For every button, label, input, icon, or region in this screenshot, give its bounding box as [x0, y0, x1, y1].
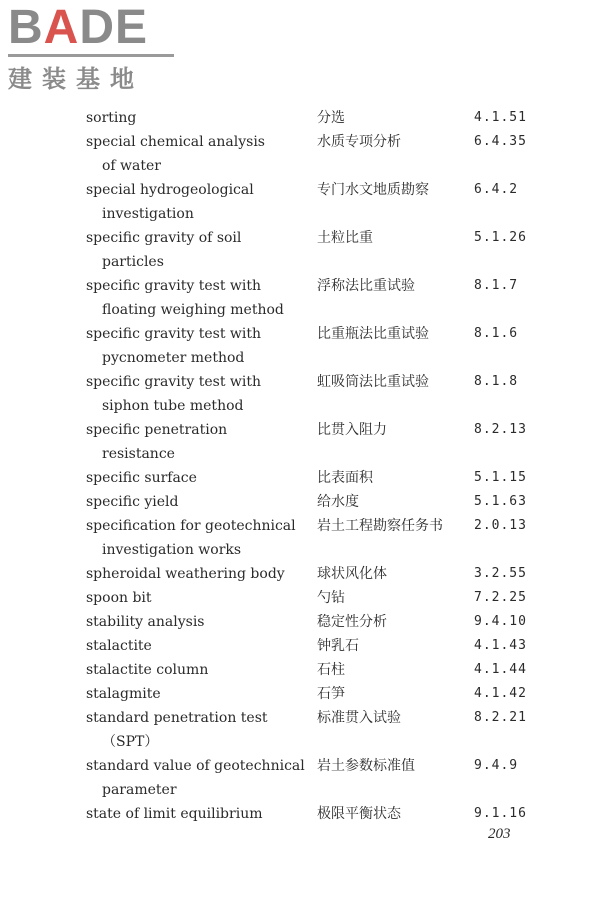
chinese-term: 极限平衡状态 [317, 806, 401, 822]
english-term-continuation: resistance [102, 446, 175, 462]
section-reference: 4.1.43 [474, 638, 527, 653]
english-term-line: stability analysis [86, 614, 205, 630]
english-term-line: standard penetration test [86, 710, 268, 726]
english-term-continuation: siphon tube method [102, 398, 244, 414]
section-reference: 8.1.6 [474, 326, 519, 341]
section-reference: 4.1.42 [474, 686, 527, 701]
chinese-term: 比重瓶法比重试验 [317, 326, 429, 342]
english-term [86, 754, 306, 802]
chinese-term: 比贯入阻力 [317, 422, 387, 438]
english-term [86, 586, 306, 610]
logo-wordmark: BADE [8, 1, 149, 54]
page-number: 203 [488, 826, 511, 842]
section-reference: 8.2.13 [474, 422, 527, 437]
english-term-line: specific gravity test with [86, 326, 262, 342]
english-term-line: specific gravity test with [86, 278, 262, 294]
glossary-entry [86, 754, 536, 802]
chinese-term: 稳定性分析 [317, 614, 387, 630]
glossary-entry [86, 586, 536, 610]
english-term [86, 634, 306, 658]
chinese-term: 比表面积 [317, 470, 373, 486]
english-term-line: state of limit equilibrium [86, 806, 263, 822]
english-term-line: specific yield [86, 494, 179, 510]
english-term [86, 178, 306, 226]
english-term-line: specific surface [86, 470, 197, 486]
section-reference: 3.2.55 [474, 566, 527, 581]
chinese-term: 土粒比重 [317, 230, 373, 246]
glossary-entry [86, 130, 536, 178]
english-term [86, 658, 306, 682]
bade-logo [8, 1, 178, 93]
chinese-term: 石柱 [317, 662, 345, 678]
section-reference: 5.1.15 [474, 470, 527, 485]
english-term-continuation: pycnometer method [102, 350, 245, 366]
glossary-entry [86, 226, 536, 274]
chinese-term: 虹吸筒法比重试验 [317, 374, 429, 390]
glossary-entry [86, 706, 536, 754]
english-term [86, 418, 306, 466]
english-term-line: special chemical analysis [86, 134, 265, 150]
glossary-entry [86, 370, 536, 418]
glossary-entry [86, 274, 536, 322]
english-term [86, 130, 306, 178]
glossary-entry [86, 562, 536, 586]
chinese-term: 给水度 [317, 494, 359, 510]
section-reference: 8.1.7 [474, 278, 519, 293]
glossary-entry [86, 634, 536, 658]
chinese-term: 球状风化体 [317, 566, 387, 582]
glossary-entry [86, 802, 536, 826]
english-term-continuation: parameter [102, 782, 177, 798]
english-term-line: spoon bit [86, 590, 152, 606]
english-term-line: stalagmite [86, 686, 161, 702]
glossary-entry [86, 106, 536, 130]
english-term-line: specific penetration [86, 422, 228, 438]
section-reference: 4.1.51 [474, 110, 527, 125]
chinese-term: 钟乳石 [317, 638, 359, 654]
section-reference: 8.1.8 [474, 374, 519, 389]
english-term [86, 370, 306, 418]
chinese-term: 岩土参数标准值 [317, 758, 415, 774]
english-term [86, 802, 306, 826]
glossary-entry [86, 322, 536, 370]
logo-subtitle: 建装基地 [8, 65, 144, 93]
chinese-term: 浮称法比重试验 [317, 278, 415, 294]
chinese-term: 石笋 [317, 686, 345, 702]
glossary-entry [86, 418, 536, 466]
glossary-entry [86, 466, 536, 490]
section-reference: 7.2.25 [474, 590, 527, 605]
section-reference: 5.1.26 [474, 230, 527, 245]
english-term-continuation: of water [102, 158, 161, 174]
english-term [86, 682, 306, 706]
english-term-continuation: investigation [102, 206, 194, 222]
glossary-entries [86, 106, 536, 826]
english-term [86, 466, 306, 490]
section-reference: 5.1.63 [474, 494, 527, 509]
english-term-line: spheroidal weathering body [86, 566, 285, 582]
chinese-term: 水质专项分析 [317, 134, 401, 150]
english-term-continuation: （SPT） [102, 734, 159, 750]
chinese-term: 标准贯入试验 [317, 710, 401, 726]
section-reference: 4.1.44 [474, 662, 527, 677]
section-reference: 2.0.13 [474, 518, 527, 533]
chinese-term: 专门水文地质勘察 [317, 182, 429, 198]
english-term [86, 106, 306, 130]
english-term [86, 322, 306, 370]
logo-divider [8, 54, 174, 57]
english-term-line: specification for geotechnical [86, 518, 296, 534]
english-term-line: stalactite column [86, 662, 209, 678]
english-term-line: special hydrogeological [86, 182, 254, 198]
glossary-entry [86, 658, 536, 682]
glossary-entry [86, 514, 536, 562]
glossary-entry [86, 682, 536, 706]
glossary-entry [86, 490, 536, 514]
glossary-entry [86, 178, 536, 226]
glossary-entry [86, 610, 536, 634]
english-term [86, 514, 306, 562]
english-term-continuation: particles [102, 254, 164, 270]
english-term-line: specific gravity test with [86, 374, 262, 390]
chinese-term: 勺钻 [317, 590, 345, 606]
english-term-line: sorting [86, 110, 137, 126]
english-term [86, 562, 306, 586]
english-term-continuation: floating weighing method [102, 302, 284, 318]
section-reference: 9.1.16 [474, 806, 527, 821]
chinese-term: 分选 [317, 110, 345, 126]
english-term-line: standard value of geotechnical [86, 758, 305, 774]
section-reference: 6.4.35 [474, 134, 527, 149]
section-reference: 6.4.2 [474, 182, 519, 197]
english-term-continuation: investigation works [102, 542, 242, 558]
english-term [86, 706, 306, 754]
section-reference: 9.4.10 [474, 614, 527, 629]
english-term [86, 274, 306, 322]
section-reference: 9.4.9 [474, 758, 519, 773]
english-term [86, 610, 306, 634]
english-term-line: specific gravity of soil [86, 230, 242, 246]
english-term-line: stalactite [86, 638, 152, 654]
english-term [86, 226, 306, 274]
english-term [86, 490, 306, 514]
section-reference: 8.2.21 [474, 710, 527, 725]
chinese-term: 岩土工程勘察任务书 [317, 518, 443, 534]
